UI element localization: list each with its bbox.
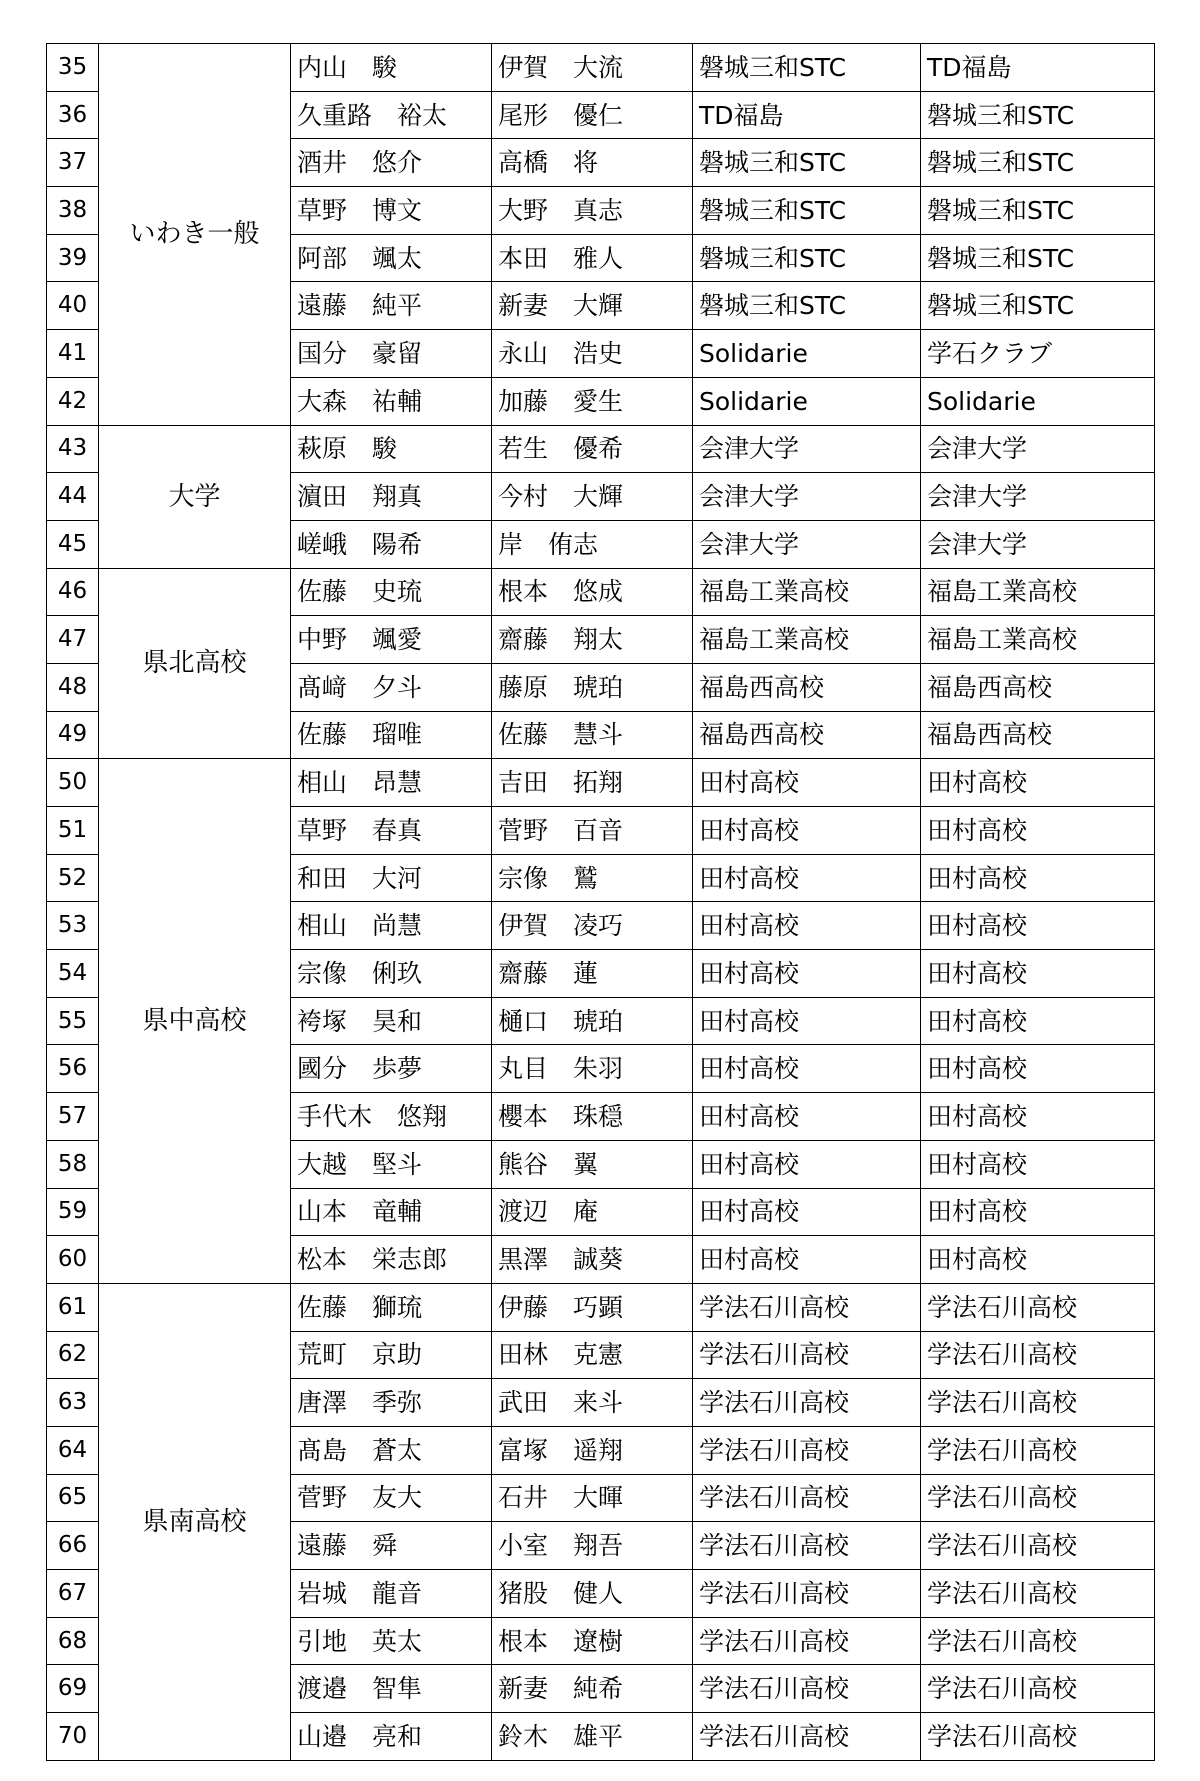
player-2-club: 田村高校 (921, 1188, 1155, 1236)
entry-number: 43 (47, 425, 99, 473)
player-1-club: Solidarie (693, 377, 921, 425)
player-2-name: 永山 浩史 (492, 330, 693, 378)
player-1-name: 酒井 悠介 (291, 139, 492, 187)
player-1-club: 学法石川高校 (693, 1426, 921, 1474)
player-1-club: 学法石川高校 (693, 1617, 921, 1665)
player-2-name: 伊藤 巧顕 (492, 1283, 693, 1331)
player-1-club: 田村高校 (693, 759, 921, 807)
player-2-club: 磐城三和STC (921, 91, 1155, 139)
player-2-club: 磐城三和STC (921, 139, 1155, 187)
player-2-club: 福島西高校 (921, 711, 1155, 759)
player-2-name: 今村 大輝 (492, 473, 693, 521)
player-1-club: 田村高校 (693, 1236, 921, 1284)
player-1-club: 学法石川高校 (693, 1283, 921, 1331)
player-1-club: 磐城三和STC (693, 234, 921, 282)
player-2-name: 岸 侑志 (492, 520, 693, 568)
entry-number: 61 (47, 1283, 99, 1331)
player-1-club: 会津大学 (693, 520, 921, 568)
player-2-club: 会津大学 (921, 520, 1155, 568)
player-1-name: 佐藤 史琉 (291, 568, 492, 616)
entry-number: 66 (47, 1522, 99, 1570)
entry-number: 69 (47, 1665, 99, 1713)
entry-number: 44 (47, 473, 99, 521)
player-1-club: 磐城三和STC (693, 44, 921, 92)
player-1-club: Solidarie (693, 330, 921, 378)
player-2-club: 学法石川高校 (921, 1283, 1155, 1331)
table-row (47, 759, 1155, 807)
entry-number: 52 (47, 854, 99, 902)
entry-number: 48 (47, 663, 99, 711)
entry-number: 55 (47, 997, 99, 1045)
player-2-name: 熊谷 翼 (492, 1140, 693, 1188)
player-2-club: 学法石川高校 (921, 1522, 1155, 1570)
player-1-club: 学法石川高校 (693, 1570, 921, 1618)
player-2-name: 伊賀 大流 (492, 44, 693, 92)
player-2-club: 田村高校 (921, 1236, 1155, 1284)
player-1-name: 大越 堅斗 (291, 1140, 492, 1188)
player-1-name: 草野 博文 (291, 187, 492, 235)
player-2-name: 樋口 琥珀 (492, 997, 693, 1045)
player-2-club: 福島西高校 (921, 663, 1155, 711)
player-2-club: 田村高校 (921, 950, 1155, 998)
entry-number: 40 (47, 282, 99, 330)
player-2-name: 齋藤 蓮 (492, 950, 693, 998)
player-2-name: 田林 克憲 (492, 1331, 693, 1379)
entry-number: 45 (47, 520, 99, 568)
player-1-name: 大森 祐輔 (291, 377, 492, 425)
player-1-name: 嵯峨 陽希 (291, 520, 492, 568)
player-1-name: 相山 昂慧 (291, 759, 492, 807)
player-1-name: 手代木 悠翔 (291, 1093, 492, 1141)
player-1-name: 荒町 京助 (291, 1331, 492, 1379)
player-2-club: 福島工業高校 (921, 616, 1155, 664)
player-2-name: 新妻 大輝 (492, 282, 693, 330)
entry-number: 65 (47, 1474, 99, 1522)
category-cell: 県南高校 (99, 1283, 291, 1760)
player-1-name: 草野 春真 (291, 807, 492, 855)
player-2-name: 小室 翔吾 (492, 1522, 693, 1570)
player-1-club: 学法石川高校 (693, 1331, 921, 1379)
player-1-name: 遠藤 舜 (291, 1522, 492, 1570)
player-1-name: 遠藤 純平 (291, 282, 492, 330)
category-cell: 県北高校 (99, 568, 291, 759)
player-2-club: 学法石川高校 (921, 1617, 1155, 1665)
player-2-club: 学法石川高校 (921, 1570, 1155, 1618)
player-1-name: 唐澤 季弥 (291, 1379, 492, 1427)
player-1-name: 佐藤 獅琉 (291, 1283, 492, 1331)
player-1-club: 田村高校 (693, 997, 921, 1045)
player-2-name: 武田 来斗 (492, 1379, 693, 1427)
player-2-club: 学法石川高校 (921, 1713, 1155, 1761)
player-1-name: 宗像 俐玖 (291, 950, 492, 998)
entry-number: 41 (47, 330, 99, 378)
entry-number: 38 (47, 187, 99, 235)
player-2-club: 学法石川高校 (921, 1426, 1155, 1474)
player-2-name: 渡辺 庵 (492, 1188, 693, 1236)
player-2-name: 齋藤 翔太 (492, 616, 693, 664)
entry-number: 37 (47, 139, 99, 187)
player-2-club: 田村高校 (921, 902, 1155, 950)
player-2-club: 磐城三和STC (921, 282, 1155, 330)
player-2-name: 尾形 優仁 (492, 91, 693, 139)
player-1-name: 山邉 亮和 (291, 1713, 492, 1761)
player-1-club: 磐城三和STC (693, 187, 921, 235)
player-1-name: 相山 尚慧 (291, 902, 492, 950)
player-2-name: 石井 大暉 (492, 1474, 693, 1522)
entry-number: 53 (47, 902, 99, 950)
player-2-name: 根本 悠成 (492, 568, 693, 616)
entry-number: 58 (47, 1140, 99, 1188)
player-1-club: 会津大学 (693, 473, 921, 521)
player-2-name: 黒澤 誠葵 (492, 1236, 693, 1284)
player-1-club: 田村高校 (693, 807, 921, 855)
player-1-club: TD福島 (693, 91, 921, 139)
player-1-club: 田村高校 (693, 950, 921, 998)
player-2-club: 学石クラブ (921, 330, 1155, 378)
player-2-name: 大野 真志 (492, 187, 693, 235)
player-1-club: 磐城三和STC (693, 139, 921, 187)
player-2-club: 田村高校 (921, 854, 1155, 902)
entry-number: 49 (47, 711, 99, 759)
entry-number: 67 (47, 1570, 99, 1618)
category-cell: いわき一般 (99, 44, 291, 426)
player-1-club: 学法石川高校 (693, 1665, 921, 1713)
entry-number: 54 (47, 950, 99, 998)
entry-number: 60 (47, 1236, 99, 1284)
player-2-club: 学法石川高校 (921, 1331, 1155, 1379)
player-2-club: TD福島 (921, 44, 1155, 92)
entry-number: 62 (47, 1331, 99, 1379)
entry-number: 35 (47, 44, 99, 92)
player-1-club: 田村高校 (693, 1140, 921, 1188)
player-1-name: 国分 豪留 (291, 330, 492, 378)
player-1-name: 萩原 駿 (291, 425, 492, 473)
player-2-name: 新妻 純希 (492, 1665, 693, 1713)
player-1-name: 袴塚 昊和 (291, 997, 492, 1045)
player-2-name: 加藤 愛生 (492, 377, 693, 425)
player-1-club: 会津大学 (693, 425, 921, 473)
player-1-name: 中野 颯愛 (291, 616, 492, 664)
player-1-name: 岩城 龍音 (291, 1570, 492, 1618)
player-2-club: 田村高校 (921, 1045, 1155, 1093)
player-1-name: 阿部 颯太 (291, 234, 492, 282)
player-2-name: 吉田 拓翔 (492, 759, 693, 807)
player-2-name: 本田 雅人 (492, 234, 693, 282)
player-2-name: 高橋 将 (492, 139, 693, 187)
table-row (47, 44, 1155, 92)
player-2-name: 若生 優希 (492, 425, 693, 473)
player-2-name: 丸目 朱羽 (492, 1045, 693, 1093)
player-1-club: 学法石川高校 (693, 1713, 921, 1761)
entry-number: 64 (47, 1426, 99, 1474)
player-2-club: 学法石川高校 (921, 1379, 1155, 1427)
category-cell: 大学 (99, 425, 291, 568)
player-1-club: 田村高校 (693, 902, 921, 950)
entry-number: 68 (47, 1617, 99, 1665)
player-1-name: 菅野 友大 (291, 1474, 492, 1522)
player-2-club: 田村高校 (921, 1093, 1155, 1141)
player-1-club: 学法石川高校 (693, 1474, 921, 1522)
player-2-club: 田村高校 (921, 997, 1155, 1045)
entry-number: 50 (47, 759, 99, 807)
player-1-club: 田村高校 (693, 1188, 921, 1236)
player-2-name: 根本 遼樹 (492, 1617, 693, 1665)
entry-number: 56 (47, 1045, 99, 1093)
entry-number: 51 (47, 807, 99, 855)
player-2-club: 学法石川高校 (921, 1665, 1155, 1713)
player-2-club: 田村高校 (921, 1140, 1155, 1188)
player-2-club: 会津大学 (921, 425, 1155, 473)
player-1-name: 和田 大河 (291, 854, 492, 902)
player-2-club: 田村高校 (921, 759, 1155, 807)
player-1-name: 髙島 蒼太 (291, 1426, 492, 1474)
player-1-club: 磐城三和STC (693, 282, 921, 330)
player-1-name: 佐藤 瑠唯 (291, 711, 492, 759)
doubles-entry-table (46, 43, 1155, 1761)
player-2-name: 藤原 琥珀 (492, 663, 693, 711)
player-1-name: 髙﨑 夕斗 (291, 663, 492, 711)
entry-number: 57 (47, 1093, 99, 1141)
player-1-club: 田村高校 (693, 854, 921, 902)
player-1-name: 渡邉 智隼 (291, 1665, 492, 1713)
table-body (47, 44, 1155, 1761)
player-2-club: 田村高校 (921, 807, 1155, 855)
entry-number: 70 (47, 1713, 99, 1761)
player-1-name: 引地 英太 (291, 1617, 492, 1665)
player-2-name: 佐藤 慧斗 (492, 711, 693, 759)
player-2-club: 学法石川高校 (921, 1474, 1155, 1522)
category-cell: 県中高校 (99, 759, 291, 1284)
player-1-name: 國分 歩夢 (291, 1045, 492, 1093)
player-2-club: 会津大学 (921, 473, 1155, 521)
entry-number: 46 (47, 568, 99, 616)
player-1-name: 松本 栄志郎 (291, 1236, 492, 1284)
player-2-club: 磐城三和STC (921, 187, 1155, 235)
player-1-club: 田村高校 (693, 1093, 921, 1141)
entry-number: 47 (47, 616, 99, 664)
player-1-name: 山本 竜輔 (291, 1188, 492, 1236)
player-2-name: 伊賀 凌巧 (492, 902, 693, 950)
player-1-club: 学法石川高校 (693, 1522, 921, 1570)
player-1-name: 久重路 裕太 (291, 91, 492, 139)
player-2-name: 鈴木 雄平 (492, 1713, 693, 1761)
player-1-name: 内山 駿 (291, 44, 492, 92)
player-2-name: 櫻本 珠穏 (492, 1093, 693, 1141)
entry-number: 59 (47, 1188, 99, 1236)
player-1-club: 福島工業高校 (693, 616, 921, 664)
entry-number: 63 (47, 1379, 99, 1427)
player-2-name: 猪股 健人 (492, 1570, 693, 1618)
player-2-name: 富塚 遥翔 (492, 1426, 693, 1474)
player-2-club: 磐城三和STC (921, 234, 1155, 282)
table-row (47, 568, 1155, 616)
player-1-name: 濵田 翔真 (291, 473, 492, 521)
player-2-name: 宗像 鷲 (492, 854, 693, 902)
player-2-club: 福島工業高校 (921, 568, 1155, 616)
player-1-club: 田村高校 (693, 1045, 921, 1093)
entry-number: 39 (47, 234, 99, 282)
table-row (47, 1283, 1155, 1331)
player-2-club: Solidarie (921, 377, 1155, 425)
entry-number: 42 (47, 377, 99, 425)
entry-number: 36 (47, 91, 99, 139)
player-1-club: 福島工業高校 (693, 568, 921, 616)
player-1-club: 福島西高校 (693, 711, 921, 759)
table-row (47, 425, 1155, 473)
player-2-name: 菅野 百音 (492, 807, 693, 855)
player-1-club: 学法石川高校 (693, 1379, 921, 1427)
player-1-club: 福島西高校 (693, 663, 921, 711)
